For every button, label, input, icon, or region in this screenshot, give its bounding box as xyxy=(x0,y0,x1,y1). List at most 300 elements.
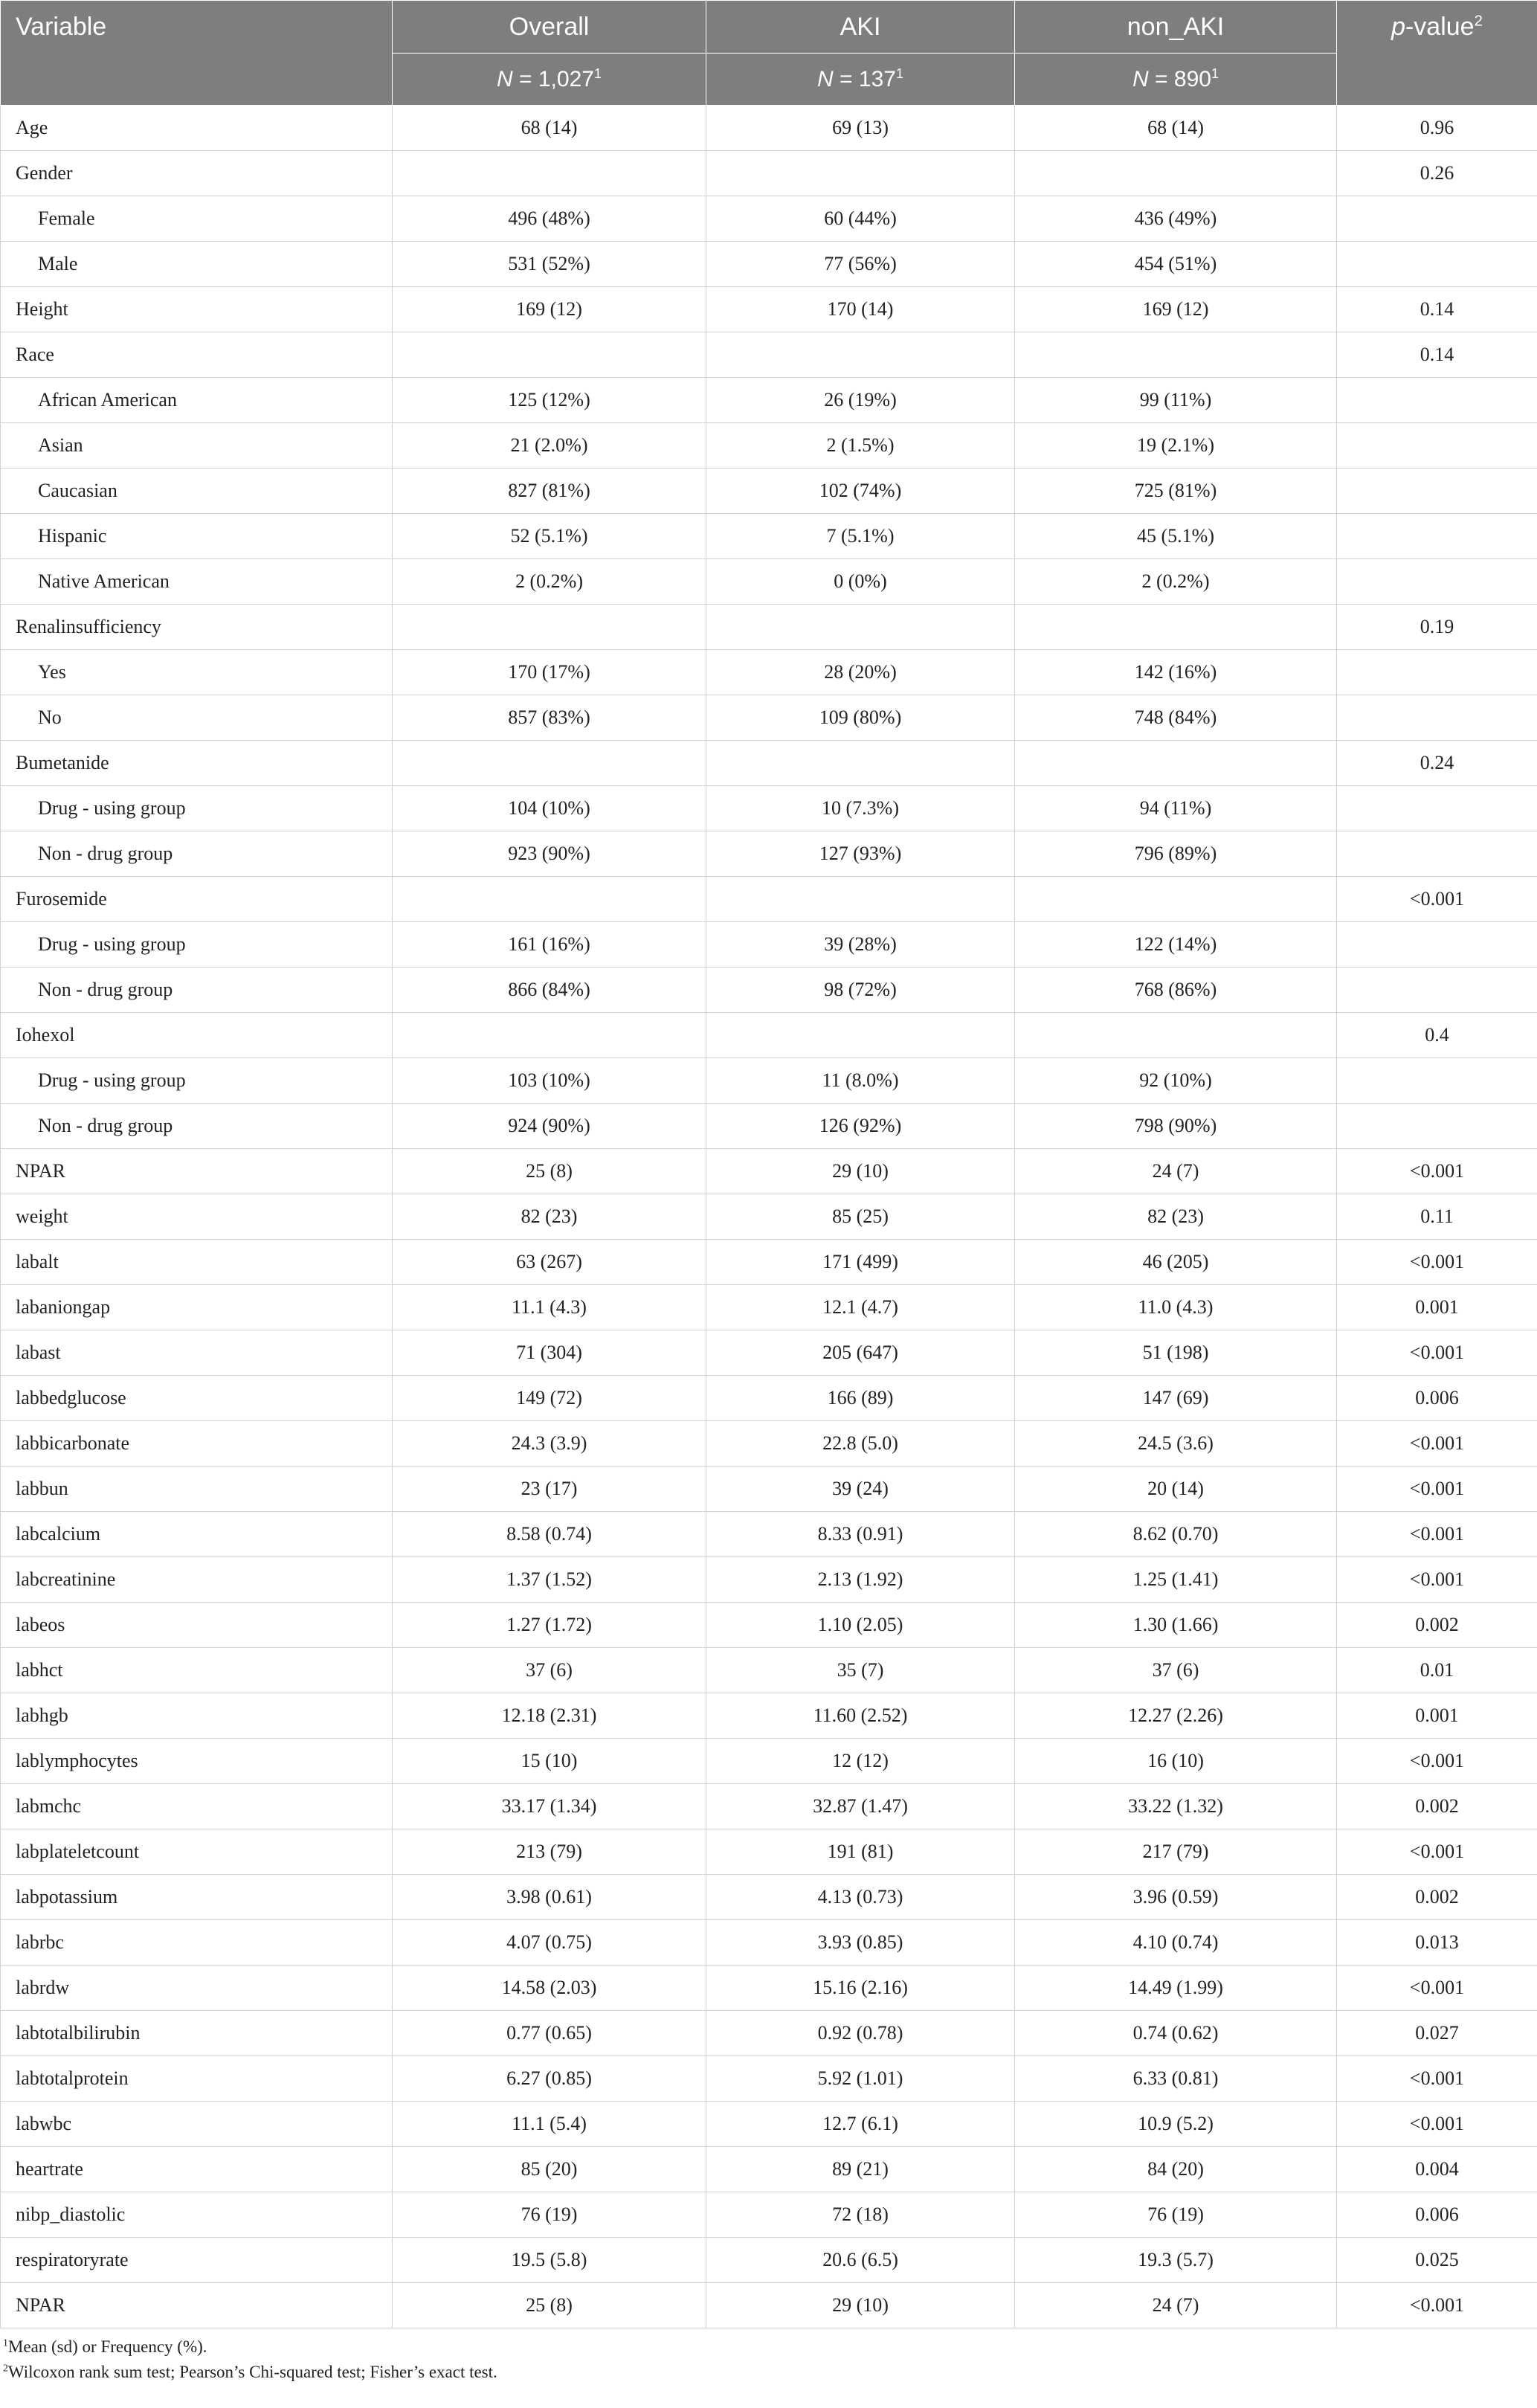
p-value-cell xyxy=(1337,650,1537,695)
aki-cell: 191 (81) xyxy=(706,1829,1015,1875)
non-aki-cell: 51 (198) xyxy=(1015,1330,1337,1376)
non-aki-cell xyxy=(1015,332,1337,378)
overall-cell: 3.98 (0.61) xyxy=(393,1875,706,1920)
row-label: labrdw xyxy=(1,1966,393,2011)
row-label: labrbc xyxy=(1,1920,393,1966)
overall-cell: 11.1 (4.3) xyxy=(393,1285,706,1330)
aki-cell: 98 (72%) xyxy=(706,968,1015,1013)
p-value-cell: <0.001 xyxy=(1337,1512,1537,1557)
aki-cell: 126 (92%) xyxy=(706,1104,1015,1149)
overall-cell xyxy=(393,877,706,922)
non-aki-cell: 11.0 (4.3) xyxy=(1015,1285,1337,1330)
overall-cell: 68 (14) xyxy=(393,106,706,151)
p-value-cell: 0.004 xyxy=(1337,2147,1537,2192)
aki-cell: 0.92 (0.78) xyxy=(706,2011,1015,2056)
n-symbol: N xyxy=(497,66,513,91)
aki-cell: 12.1 (4.7) xyxy=(706,1285,1015,1330)
non-aki-cell: 725 (81%) xyxy=(1015,469,1337,514)
overall-cell: 11.1 (5.4) xyxy=(393,2102,706,2147)
overall-cell: 25 (8) xyxy=(393,2283,706,2328)
row-label: labaniongap xyxy=(1,1285,393,1330)
table-row xyxy=(1,1149,1537,1194)
row-label: labmchc xyxy=(1,1784,393,1829)
non-aki-cell: 12.27 (2.26) xyxy=(1015,1693,1337,1739)
p-value-cell xyxy=(1337,831,1537,877)
aki-cell: 12.7 (6.1) xyxy=(706,2102,1015,2147)
table-row xyxy=(1,1648,1537,1693)
p-value-cell: 0.14 xyxy=(1337,332,1537,378)
p-value-cell xyxy=(1337,968,1537,1013)
table-row xyxy=(1,196,1537,242)
p-value-cell xyxy=(1337,786,1537,831)
non-aki-cell: 37 (6) xyxy=(1015,1648,1337,1693)
table-row xyxy=(1,1421,1537,1467)
overall-cell: 12.18 (2.31) xyxy=(393,1693,706,1739)
non-aki-cell: 0.74 (0.62) xyxy=(1015,2011,1337,2056)
p-value-cell: 0.01 xyxy=(1337,1648,1537,1693)
non-aki-cell: 24.5 (3.6) xyxy=(1015,1421,1337,1467)
table-row xyxy=(1,741,1537,786)
row-label: labalt xyxy=(1,1240,393,1285)
table-row xyxy=(1,1104,1537,1149)
header-variable: Variable xyxy=(1,1,393,106)
overall-n-mark: 1 xyxy=(593,65,602,81)
overall-cell: 169 (12) xyxy=(393,287,706,332)
overall-cell xyxy=(393,151,706,196)
table-row xyxy=(1,1557,1537,1603)
table-row xyxy=(1,242,1537,287)
table-row xyxy=(1,695,1537,741)
overall-n-label: N = 1,027 xyxy=(497,66,594,91)
header-p-value xyxy=(1337,1,1537,106)
table-row xyxy=(1,2147,1537,2192)
overall-cell: 15 (10) xyxy=(393,1739,706,1784)
non-aki-cell xyxy=(1015,605,1337,650)
aki-cell: 166 (89) xyxy=(706,1376,1015,1421)
p-value-cell: <0.001 xyxy=(1337,1421,1537,1467)
non-aki-cell: 92 (10%) xyxy=(1015,1058,1337,1104)
aki-cell: 170 (14) xyxy=(706,287,1015,332)
aki-cell xyxy=(706,605,1015,650)
p-value-cell xyxy=(1337,1104,1537,1149)
table-row xyxy=(1,514,1537,559)
non-aki-cell: 24 (7) xyxy=(1015,1149,1337,1194)
table-row xyxy=(1,1285,1537,1330)
overall-cell: 2 (0.2%) xyxy=(393,559,706,605)
overall-cell: 63 (267) xyxy=(393,1240,706,1285)
non-aki-cell: 1.25 (1.41) xyxy=(1015,1557,1337,1603)
row-label: labcalcium xyxy=(1,1512,393,1557)
header-overall-n xyxy=(393,54,706,106)
header-non-aki: non_AKI xyxy=(1015,1,1337,54)
aki-cell: 29 (10) xyxy=(706,2283,1015,2328)
p-value-cell: <0.001 xyxy=(1337,2056,1537,2102)
non-aki-cell: 45 (5.1%) xyxy=(1015,514,1337,559)
non-aki-cell: 1.30 (1.66) xyxy=(1015,1603,1337,1648)
p-value-suffix: -value xyxy=(1405,13,1475,41)
non-aki-cell: 24 (7) xyxy=(1015,2283,1337,2328)
non-aki-cell: 82 (23) xyxy=(1015,1194,1337,1240)
row-label: labcreatinine xyxy=(1,1557,393,1603)
p-value-cell xyxy=(1337,514,1537,559)
row-label: Non - drug group xyxy=(1,968,393,1013)
header-aki-n xyxy=(706,54,1015,106)
row-label: Gender xyxy=(1,151,393,196)
overall-cell: 8.58 (0.74) xyxy=(393,1512,706,1557)
non-aki-cell: 169 (12) xyxy=(1015,287,1337,332)
table-row xyxy=(1,1240,1537,1285)
p-value-cell: 0.001 xyxy=(1337,1693,1537,1739)
table-row xyxy=(1,1784,1537,1829)
non-aki-cell: 10.9 (5.2) xyxy=(1015,2102,1337,2147)
table-row xyxy=(1,2238,1537,2283)
footnote-text: Wilcoxon rank sum test; Pearson’s Chi-squared test; Fisher’s exact test. xyxy=(7,2363,497,2381)
table-row xyxy=(1,650,1537,695)
row-label: Non - drug group xyxy=(1,1104,393,1149)
aki-cell: 2 (1.5%) xyxy=(706,423,1015,469)
non-aki-cell: 796 (89%) xyxy=(1015,831,1337,877)
p-value-cell: 0.006 xyxy=(1337,2192,1537,2238)
row-label: labast xyxy=(1,1330,393,1376)
aki-cell: 35 (7) xyxy=(706,1648,1015,1693)
table-row xyxy=(1,1920,1537,1966)
p-value-cell: 0.013 xyxy=(1337,1920,1537,1966)
non-aki-n-mark: 1 xyxy=(1211,65,1219,81)
p-value-cell: <0.001 xyxy=(1337,1240,1537,1285)
non-aki-cell: 454 (51%) xyxy=(1015,242,1337,287)
overall-cell: 25 (8) xyxy=(393,1149,706,1194)
aki-cell: 89 (21) xyxy=(706,2147,1015,2192)
table-row xyxy=(1,1829,1537,1875)
p-value-cell: <0.001 xyxy=(1337,1467,1537,1512)
aki-cell: 12 (12) xyxy=(706,1739,1015,1784)
n-symbol: N xyxy=(817,66,834,91)
table-row xyxy=(1,151,1537,196)
aki-cell: 39 (24) xyxy=(706,1467,1015,1512)
non-aki-cell: 217 (79) xyxy=(1015,1829,1337,1875)
overall-cell xyxy=(393,741,706,786)
footnote xyxy=(3,2360,1537,2385)
non-aki-cell: 142 (16%) xyxy=(1015,650,1337,695)
aki-cell: 26 (19%) xyxy=(706,378,1015,423)
overall-cell: 14.58 (2.03) xyxy=(393,1966,706,2011)
p-value-cell: 0.11 xyxy=(1337,1194,1537,1240)
overall-cell: 52 (5.1%) xyxy=(393,514,706,559)
p-value-cell xyxy=(1337,559,1537,605)
aki-cell: 127 (93%) xyxy=(706,831,1015,877)
row-label: Furosemide xyxy=(1,877,393,922)
non-aki-cell: 68 (14) xyxy=(1015,106,1337,151)
aki-n-mark: 1 xyxy=(895,65,903,81)
aki-cell: 2.13 (1.92) xyxy=(706,1557,1015,1603)
aki-cell: 11 (8.0%) xyxy=(706,1058,1015,1104)
p-value-cell: <0.001 xyxy=(1337,1149,1537,1194)
non-aki-cell: 3.96 (0.59) xyxy=(1015,1875,1337,1920)
row-label: Bumetanide xyxy=(1,741,393,786)
table-row xyxy=(1,1467,1537,1512)
table-row xyxy=(1,1376,1537,1421)
aki-cell: 60 (44%) xyxy=(706,196,1015,242)
overall-cell: 1.37 (1.52) xyxy=(393,1557,706,1603)
table-row xyxy=(1,2192,1537,2238)
aki-cell: 11.60 (2.52) xyxy=(706,1693,1015,1739)
overall-cell: 170 (17%) xyxy=(393,650,706,695)
row-label: labbun xyxy=(1,1467,393,1512)
overall-cell: 33.17 (1.34) xyxy=(393,1784,706,1829)
p-value-cell: <0.001 xyxy=(1337,2102,1537,2147)
aki-cell: 5.92 (1.01) xyxy=(706,2056,1015,2102)
overall-cell: 21 (2.0%) xyxy=(393,423,706,469)
row-label: Drug - using group xyxy=(1,1058,393,1104)
table-row xyxy=(1,423,1537,469)
table-row xyxy=(1,786,1537,831)
overall-cell xyxy=(393,332,706,378)
non-aki-cell: 6.33 (0.81) xyxy=(1015,2056,1337,2102)
table-row xyxy=(1,605,1537,650)
overall-cell: 0.77 (0.65) xyxy=(393,2011,706,2056)
aki-cell: 29 (10) xyxy=(706,1149,1015,1194)
p-value-cell xyxy=(1337,378,1537,423)
overall-cell: 496 (48%) xyxy=(393,196,706,242)
non-aki-cell: 84 (20) xyxy=(1015,2147,1337,2192)
n-symbol: N xyxy=(1132,66,1149,91)
table-row xyxy=(1,2056,1537,2102)
p-value-cell xyxy=(1337,242,1537,287)
table-row xyxy=(1,877,1537,922)
p-value-cell: 0.4 xyxy=(1337,1013,1537,1058)
overall-cell: 82 (23) xyxy=(393,1194,706,1240)
p-value-cell xyxy=(1337,1058,1537,1104)
table-row xyxy=(1,559,1537,605)
row-label: labhct xyxy=(1,1648,393,1693)
row-label: labtotalprotein xyxy=(1,2056,393,2102)
row-label: Female xyxy=(1,196,393,242)
aki-cell: 3.93 (0.85) xyxy=(706,1920,1015,1966)
row-label: Drug - using group xyxy=(1,786,393,831)
footnote xyxy=(3,2334,1537,2360)
overall-cell xyxy=(393,1013,706,1058)
table-row xyxy=(1,2283,1537,2328)
aki-cell xyxy=(706,741,1015,786)
aki-cell: 28 (20%) xyxy=(706,650,1015,695)
table-row xyxy=(1,2102,1537,2147)
row-label: nibp_diastolic xyxy=(1,2192,393,2238)
overall-cell: 924 (90%) xyxy=(393,1104,706,1149)
p-value-cell: <0.001 xyxy=(1337,1966,1537,2011)
row-label: NPAR xyxy=(1,2283,393,2328)
aki-cell: 4.13 (0.73) xyxy=(706,1875,1015,1920)
table-row xyxy=(1,469,1537,514)
aki-cell: 32.87 (1.47) xyxy=(706,1784,1015,1829)
overall-cell: 76 (19) xyxy=(393,2192,706,2238)
overall-cell: 125 (12%) xyxy=(393,378,706,423)
aki-cell: 8.33 (0.91) xyxy=(706,1512,1015,1557)
aki-n-label: N = 137 xyxy=(817,66,896,91)
row-label: Height xyxy=(1,287,393,332)
non-aki-cell: 436 (49%) xyxy=(1015,196,1337,242)
non-aki-cell: 76 (19) xyxy=(1015,2192,1337,2238)
footnote-mark: 2 xyxy=(3,2362,8,2374)
aki-cell: 15.16 (2.16) xyxy=(706,1966,1015,2011)
non-aki-cell: 19 (2.1%) xyxy=(1015,423,1337,469)
table-row xyxy=(1,287,1537,332)
table-row xyxy=(1,1330,1537,1376)
row-label: No xyxy=(1,695,393,741)
table-row xyxy=(1,1693,1537,1739)
p-value-cell: <0.001 xyxy=(1337,2283,1537,2328)
overall-cell: 103 (10%) xyxy=(393,1058,706,1104)
non-aki-cell: 20 (14) xyxy=(1015,1467,1337,1512)
non-aki-cell: 14.49 (1.99) xyxy=(1015,1966,1337,2011)
table-row xyxy=(1,1739,1537,1784)
table-header xyxy=(1,1,1537,106)
overall-cell: 104 (10%) xyxy=(393,786,706,831)
p-value-cell: <0.001 xyxy=(1337,877,1537,922)
row-label: labpotassium xyxy=(1,1875,393,1920)
row-label: labeos xyxy=(1,1603,393,1648)
row-label: weight xyxy=(1,1194,393,1240)
aki-cell: 69 (13) xyxy=(706,106,1015,151)
table-row xyxy=(1,1512,1537,1557)
p-value-cell: 0.19 xyxy=(1337,605,1537,650)
non-aki-cell: 8.62 (0.70) xyxy=(1015,1512,1337,1557)
non-aki-cell: 4.10 (0.74) xyxy=(1015,1920,1337,1966)
p-value-cell: <0.001 xyxy=(1337,1829,1537,1875)
overall-cell: 866 (84%) xyxy=(393,968,706,1013)
p-value-cell: <0.001 xyxy=(1337,1739,1537,1784)
overall-cell: 19.5 (5.8) xyxy=(393,2238,706,2283)
table-row xyxy=(1,1194,1537,1240)
header-overall: Overall xyxy=(393,1,706,54)
overall-cell: 71 (304) xyxy=(393,1330,706,1376)
p-value-cell: 0.002 xyxy=(1337,1875,1537,1920)
overall-cell: 857 (83%) xyxy=(393,695,706,741)
p-value-cell: 0.025 xyxy=(1337,2238,1537,2283)
aki-cell: 22.8 (5.0) xyxy=(706,1421,1015,1467)
table-row xyxy=(1,332,1537,378)
table-row xyxy=(1,922,1537,968)
row-label: Iohexol xyxy=(1,1013,393,1058)
p-value-cell: 0.027 xyxy=(1337,2011,1537,2056)
p-value-cell xyxy=(1337,196,1537,242)
aki-cell xyxy=(706,877,1015,922)
aki-cell: 1.10 (2.05) xyxy=(706,1603,1015,1648)
aki-cell: 20.6 (6.5) xyxy=(706,2238,1015,2283)
overall-cell: 161 (16%) xyxy=(393,922,706,968)
row-label: African American xyxy=(1,378,393,423)
non-aki-cell xyxy=(1015,151,1337,196)
aki-cell xyxy=(706,332,1015,378)
non-aki-n-label: N = 890 xyxy=(1132,66,1211,91)
table-row xyxy=(1,2011,1537,2056)
table-row xyxy=(1,831,1537,877)
aki-cell: 10 (7.3%) xyxy=(706,786,1015,831)
row-label: Native American xyxy=(1,559,393,605)
row-label: Yes xyxy=(1,650,393,695)
aki-cell: 85 (25) xyxy=(706,1194,1015,1240)
p-value-italic: p xyxy=(1391,13,1405,41)
non-aki-cell: 46 (205) xyxy=(1015,1240,1337,1285)
non-aki-cell: 798 (90%) xyxy=(1015,1104,1337,1149)
overall-cell: 37 (6) xyxy=(393,1648,706,1693)
non-aki-cell: 2 (0.2%) xyxy=(1015,559,1337,605)
footnote-mark: 1 xyxy=(3,2337,8,2349)
p-value-footnote-mark: 2 xyxy=(1474,13,1483,30)
table-body xyxy=(1,106,1537,2328)
overall-cell: 827 (81%) xyxy=(393,469,706,514)
row-label: labbedglucose xyxy=(1,1376,393,1421)
row-label: labhgb xyxy=(1,1693,393,1739)
overall-cell: 923 (90%) xyxy=(393,831,706,877)
row-label: Caucasian xyxy=(1,469,393,514)
aki-cell: 39 (28%) xyxy=(706,922,1015,968)
row-label: heartrate xyxy=(1,2147,393,2192)
non-aki-cell: 33.22 (1.32) xyxy=(1015,1784,1337,1829)
p-value-cell: 0.002 xyxy=(1337,1603,1537,1648)
non-aki-cell: 768 (86%) xyxy=(1015,968,1337,1013)
row-label: labwbc xyxy=(1,2102,393,2147)
overall-cell: 85 (20) xyxy=(393,2147,706,2192)
non-aki-cell xyxy=(1015,741,1337,786)
aki-cell: 171 (499) xyxy=(706,1240,1015,1285)
p-value-cell xyxy=(1337,469,1537,514)
aki-cell xyxy=(706,1013,1015,1058)
table-footnotes xyxy=(0,2328,1537,2385)
overall-cell: 6.27 (0.85) xyxy=(393,2056,706,2102)
aki-cell: 72 (18) xyxy=(706,2192,1015,2238)
overall-cell xyxy=(393,605,706,650)
aki-cell xyxy=(706,151,1015,196)
aki-cell: 7 (5.1%) xyxy=(706,514,1015,559)
row-label: respiratoryrate xyxy=(1,2238,393,2283)
non-aki-cell: 94 (11%) xyxy=(1015,786,1337,831)
row-label: NPAR xyxy=(1,1149,393,1194)
table-row xyxy=(1,378,1537,423)
aki-cell: 102 (74%) xyxy=(706,469,1015,514)
overall-cell: 4.07 (0.75) xyxy=(393,1920,706,1966)
overall-cell: 24.3 (3.9) xyxy=(393,1421,706,1467)
row-label: labtotalbilirubin xyxy=(1,2011,393,2056)
p-value-cell xyxy=(1337,423,1537,469)
table-row xyxy=(1,1603,1537,1648)
table-row xyxy=(1,1875,1537,1920)
p-value-cell: 0.006 xyxy=(1337,1376,1537,1421)
header-aki: AKI xyxy=(706,1,1015,54)
p-value-cell: <0.001 xyxy=(1337,1557,1537,1603)
p-value-cell: 0.96 xyxy=(1337,106,1537,151)
p-value-cell: 0.26 xyxy=(1337,151,1537,196)
overall-cell: 213 (79) xyxy=(393,1829,706,1875)
non-aki-cell: 99 (11%) xyxy=(1015,378,1337,423)
non-aki-cell: 748 (84%) xyxy=(1015,695,1337,741)
header-non-aki-n xyxy=(1015,54,1337,106)
non-aki-cell: 16 (10) xyxy=(1015,1739,1337,1784)
p-value-cell: 0.24 xyxy=(1337,741,1537,786)
table-row xyxy=(1,968,1537,1013)
row-label: labplateletcount xyxy=(1,1829,393,1875)
overall-cell: 23 (17) xyxy=(393,1467,706,1512)
p-value-cell: 0.14 xyxy=(1337,287,1537,332)
row-label: Male xyxy=(1,242,393,287)
aki-cell: 77 (56%) xyxy=(706,242,1015,287)
row-label: Non - drug group xyxy=(1,831,393,877)
overall-cell: 1.27 (1.72) xyxy=(393,1603,706,1648)
row-label: lablymphocytes xyxy=(1,1739,393,1784)
aki-cell: 0 (0%) xyxy=(706,559,1015,605)
row-label: labbicarbonate xyxy=(1,1421,393,1467)
non-aki-cell: 147 (69) xyxy=(1015,1376,1337,1421)
footnote-text: Mean (sd) or Frequency (%). xyxy=(7,2337,207,2356)
